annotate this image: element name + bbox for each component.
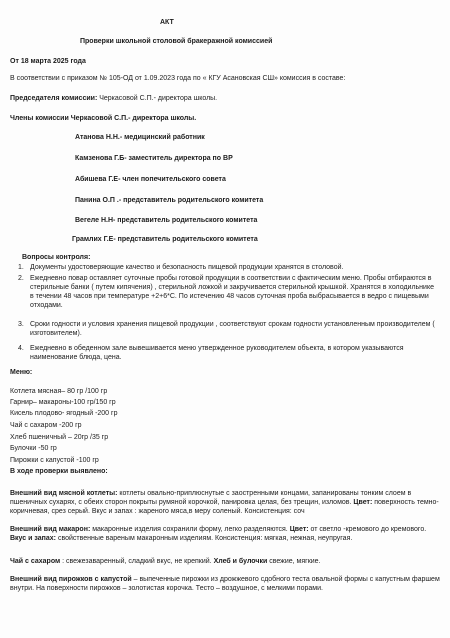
tea-label: Чай с сахаром bbox=[10, 558, 61, 565]
tea-finding bbox=[10, 557, 321, 566]
menu-label: Меню: bbox=[10, 369, 33, 376]
member-item: Панина О.П .- представитель родительского комитета bbox=[75, 197, 264, 204]
menu-item: Гарнир– макароны-100 гр/150 гр bbox=[10, 399, 116, 406]
cutlet-label: Внешний вид мясной котлеты: bbox=[10, 490, 118, 497]
intro-text: В соответствии с приказом № 105-ОД от 1.09.2023 года по « КГУ Асановская СШ» комиссия в составе: bbox=[10, 75, 346, 82]
cutlet-text: котлеты овально-приплюснутые с заостренными концами, запанированы тонким слоем в пшеничных сухарях, с обеих сторон покрыты румяной корочкой, панировка целая, без трещин, изломов. bbox=[10, 490, 412, 507]
pies-label: Внешний вид пирожков с капустой bbox=[10, 576, 132, 583]
pies-text: – выпеченные пирожки из дрожжевого сдобного теста овальной формы с капустным фаршем внутри. На поверхности пирожков – золотистая корочка. Тесто – воздушное, с мелкими порами. bbox=[10, 576, 440, 593]
pasta-color-label: Цвет: bbox=[289, 526, 309, 533]
control-item-number: 2. bbox=[18, 275, 24, 282]
menu-item: Котлета мясная– 80 гр /100 гр bbox=[10, 388, 108, 395]
chair-value: Черкасовой С.П.- директора школы. bbox=[97, 95, 218, 102]
cutlet-finding bbox=[10, 489, 440, 516]
cutlet-color-label: Цвет: bbox=[353, 499, 373, 507]
chair-line bbox=[10, 94, 217, 103]
control-item-number: 1. bbox=[18, 264, 24, 271]
pasta-label: Внешний вид макарон: bbox=[10, 526, 91, 533]
document-date: От 18 марта 2025 года bbox=[10, 58, 86, 65]
control-item-text: Ежедневно в обеденном зале вывешивается меню утвержденное руководителем объекта, в котором указываются наименование блюда, цена. bbox=[30, 345, 404, 362]
control-item bbox=[18, 344, 438, 362]
member-item: Атанова Н.Н.- медицинский работник bbox=[75, 134, 205, 141]
control-item bbox=[18, 263, 438, 272]
members-label: Члены комиссии Черкасовой С.П.- директора школы. bbox=[10, 115, 197, 122]
control-label: Вопросы контроля: bbox=[22, 254, 91, 261]
pasta-taste-label: Вкус и запах: bbox=[10, 535, 56, 543]
findings-label: В ходе проверки выявлено: bbox=[10, 468, 108, 475]
menu-item: Пирожки с капустой -100 гр bbox=[10, 457, 99, 464]
cutlet-color-text: поверхность темно-коричневая, срез серый. Вкус и запах : жареного мяса,в меру соленый. Консистенция: соч bbox=[10, 499, 439, 516]
control-item-text: Сроки годности и условия хранения пищевой продукции , соответствуют срокам годности установленным производителем ( изготовителем). bbox=[30, 321, 435, 338]
chair-label: Председателя комиссии: bbox=[10, 95, 98, 102]
bread-text: свежие, мягкие. bbox=[267, 558, 321, 565]
menu-item: Чай с сахаром -200 гр bbox=[10, 422, 82, 429]
pasta-text: макаронные изделия сохранили форму, легко разделяются. bbox=[90, 526, 290, 533]
member-item: Грамлих Г.Е- представитель родительского комитета bbox=[72, 236, 258, 243]
pasta-color-text: от светло -кремового до кремового. bbox=[308, 526, 427, 533]
member-item: Камзенова Г.Б- заместитель директора по ВР bbox=[75, 155, 233, 162]
tea-text: : свежезаваренный, сладкий вкус, не крепкий. bbox=[60, 558, 214, 565]
member-item: Абишева Г.Е- член попечительского совета bbox=[75, 176, 226, 183]
menu-item: Хлеб пшеничный – 20гр /35 гр bbox=[10, 434, 109, 441]
control-item bbox=[18, 274, 438, 310]
member-item: Вегеле Н.Н- представитель родительского комитета bbox=[75, 217, 258, 224]
control-item-text: Документы удостоверяющие качество и безопасность пищевой продукции хранятся в столовой. bbox=[30, 264, 344, 271]
control-item-number: 3. bbox=[18, 321, 24, 328]
control-item bbox=[18, 320, 438, 338]
control-item-number: 4. bbox=[18, 345, 24, 352]
control-item-text: Ежедневно повар оставляет суточные пробы готовой продукции в соответствии с фактическим меню. Пробы отбираются в стерильные банки ( путем кипячения) , стерильной ложкой и закручивается стерильной крышкой. Хранятся в холодильнике в течении 48 часов при температуре +2+6*С. По истечению 48 часов суточная проба выбрасывается в ведро с пищевыми отходами. bbox=[30, 275, 434, 310]
pies-finding bbox=[10, 575, 442, 593]
menu-item: Булочки -50 гр bbox=[10, 445, 57, 452]
pasta-taste-text: свойственные вареным макаронным изделиям. Консистенция: мягкая, нежная, неупругая. bbox=[56, 535, 353, 543]
document-subtitle: Проверки школьной столовой бракеражной комиссией bbox=[80, 38, 273, 45]
document-title: АКТ bbox=[160, 19, 174, 26]
bread-label: Хлеб и булочки bbox=[213, 558, 268, 565]
pasta-finding bbox=[10, 525, 440, 543]
menu-item: Кисель плодово- ягодный -200 гр bbox=[10, 410, 118, 417]
